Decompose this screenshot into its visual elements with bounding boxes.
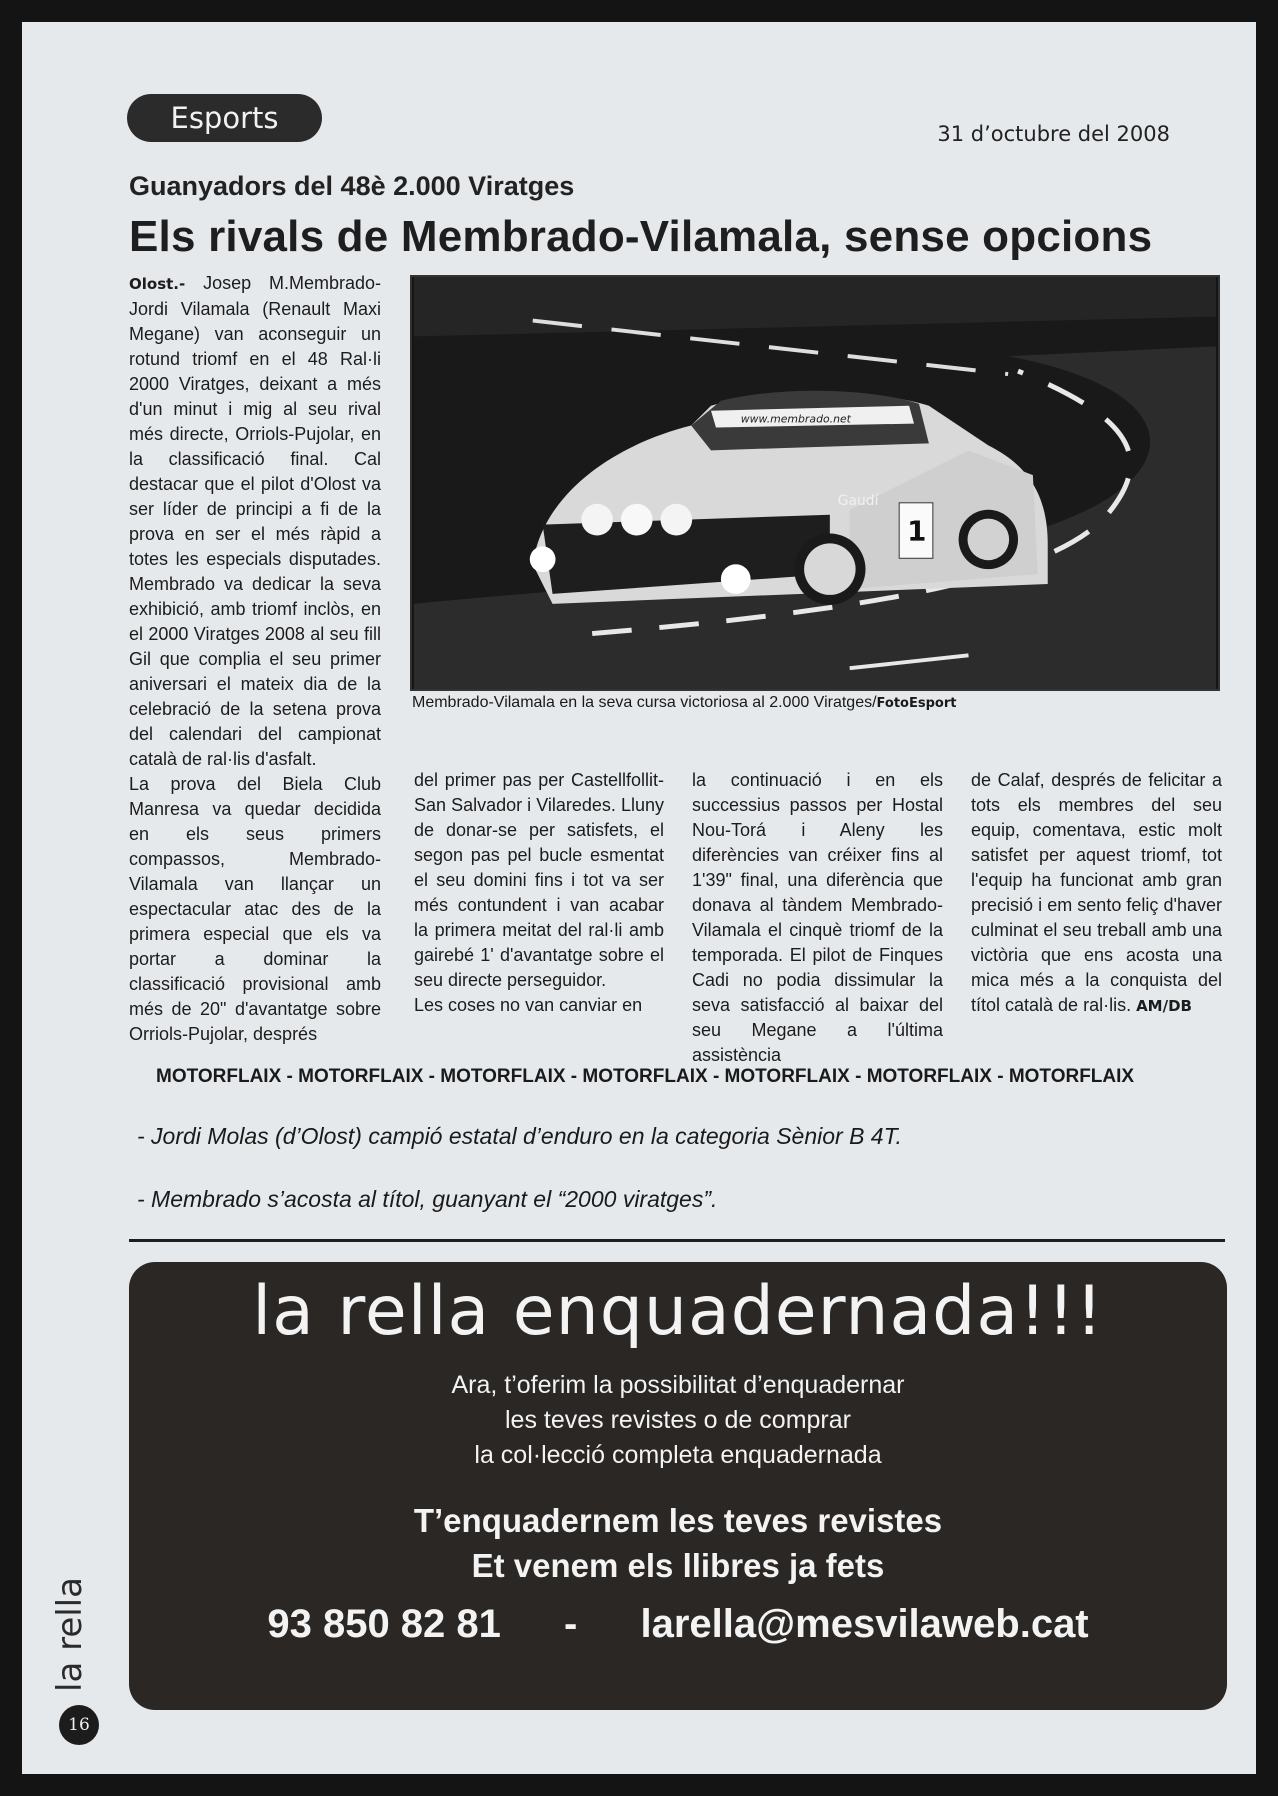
column-2-paragraph-2: Les coses no van canviar en xyxy=(414,995,643,1015)
door-number: 1 xyxy=(907,514,927,548)
caption-text: Membrado-Vilamala en la seva cursa victoriosa al 2.000 Viratges/ xyxy=(412,694,877,711)
ad-body-line-1: Ara, t’oferim la possibilitat d’enquadernar xyxy=(451,1371,905,1399)
column-1-text-1: Josep M.Membrado-Jordi Vilamala (Renault Maxi Megane) van aconseguir un rotund triomf en el 48 Ral·li 2000 Viratges, deixant a més d'un minut i mig al seu rival més directe, Orriols-Pujolar, en la classificació final. Cal destacar que el pilot d'Olost va ser líder de principi a fi de la prova en ser el més ràpid a totes les especials disputades. Membrado va dedicar la seva exhibició, amb triomf inclòs, en el 2000 Viratges 2008 al seu fill Gil que complia el seu primer aniversari el mateix dia de la celebració de la setena prova del calendari del campionat català de ral·lis d'asfalt. xyxy=(129,273,381,769)
ad-body xyxy=(129,1368,1227,1473)
ad-phone: 93 850 82 81 xyxy=(267,1602,501,1646)
ad-email: larella@mesvilaweb.cat xyxy=(640,1602,1089,1646)
photo-caption xyxy=(412,694,1232,712)
column-3-paragraph-1: la continuació i en els successius passos per Hostal Nou-Torá i Aleny les diferències van créixer fins al 1'39" final, una diferència que donava al tàndem Membrado-Vilamala el cinquè triomf de la temporada. El pilot de Finques Cadi no podia dissimular la seva satisfacció al baixar del seu Megane a l'última assistència xyxy=(692,770,943,1065)
ad-title: la rella enquadernada!!! xyxy=(252,1272,1104,1351)
motorflaix-item-1: - Jordi Molas (d’Olost) campió estatal d’enduro en la categoria Sènior B 4T. xyxy=(137,1123,902,1149)
ad-offer-line-1: T’enquadernem les teves revistes xyxy=(413,1502,943,1539)
article-column-4 xyxy=(971,768,1222,1019)
article-column-3 xyxy=(692,768,943,1068)
ad-contact xyxy=(129,1602,1227,1647)
column-1-paragraph-1 xyxy=(129,271,381,772)
ad-body-line-3: la col·lecció completa enquadernada xyxy=(474,1441,882,1469)
section-divider xyxy=(129,1239,1225,1242)
motorflaix-item-2: - Membrado s’acosta al títol, guanyant el “2000 viratges”. xyxy=(137,1186,718,1212)
article-column-2 xyxy=(414,768,664,1018)
magazine-brand-vertical: la rella xyxy=(50,1577,90,1692)
motorflaix-ticker: MOTORFLAIX - MOTORFLAIX - MOTORFLAIX - MOTORFLAIX - MOTORFLAIX - MOTORFLAIX - MOTORFLAIX xyxy=(156,1066,1135,1087)
column-2-paragraph-1: del primer pas per Castellfollit-San Salvador i Vilaredes. Lluny de donar-se per satisfets, el segon pas pel bucle esmentat el seu domini fins i tot va ser més contundent i van acabar la primera meitat del ral·li amb gairebé 1' d'avantatge sobre el seu directe perseguidor. xyxy=(414,770,664,990)
rally-car-photo xyxy=(410,275,1220,691)
windshield-banner: www.membrado.net xyxy=(740,412,851,426)
page-number: 16 xyxy=(59,1705,99,1745)
article-kicker: Guanyadors del 48è 2.000 Viratges xyxy=(129,171,575,201)
sponsor-logo: Gaudí xyxy=(837,492,879,509)
column-4-text: de Calaf, després de felicitar a tots els membres del seu equip, comentava, estic molt satisfet per aquest triomf, tot l'equip ha funcionat amb gran precisió i em sento feliç d'haver culminat el seu treball amb una victòria que ens acosta una mica més a la conquista del títol català de ral·lis. xyxy=(971,770,1222,1015)
magazine-page xyxy=(22,22,1256,1774)
ad-body-line-2: les teves revistes o de comprar xyxy=(505,1406,851,1434)
bookbinding-advertisement xyxy=(129,1262,1227,1710)
ad-separator: - xyxy=(564,1602,578,1646)
author-signature: AM/DB xyxy=(1136,997,1192,1015)
ad-offer-line-2: Et venem els llibres ja fets xyxy=(471,1547,885,1584)
ad-offer xyxy=(129,1498,1227,1588)
article-headline: Els rivals de Membrado-Vilamala, sense opcions xyxy=(129,212,1153,261)
photo-credit: FotoEsport xyxy=(876,696,957,711)
column-4-paragraph-1 xyxy=(971,768,1222,1019)
issue-date: 31 d’octubre del 2008 xyxy=(937,122,1170,146)
dateline: Olost.- xyxy=(129,275,186,293)
column-1-paragraph-2: La prova del Biela Club Manresa va quedar decidida en els seus primers compassos, Membrado-Vilamala van llançar un espectacular atac des de la primera especial que els va portar a dominar la classificació provisional amb més de 20" d'avantatge sobre Orriols-Pujolar, després xyxy=(129,774,381,1044)
article-column-1 xyxy=(129,271,381,1047)
section-label: Esports xyxy=(127,94,322,142)
